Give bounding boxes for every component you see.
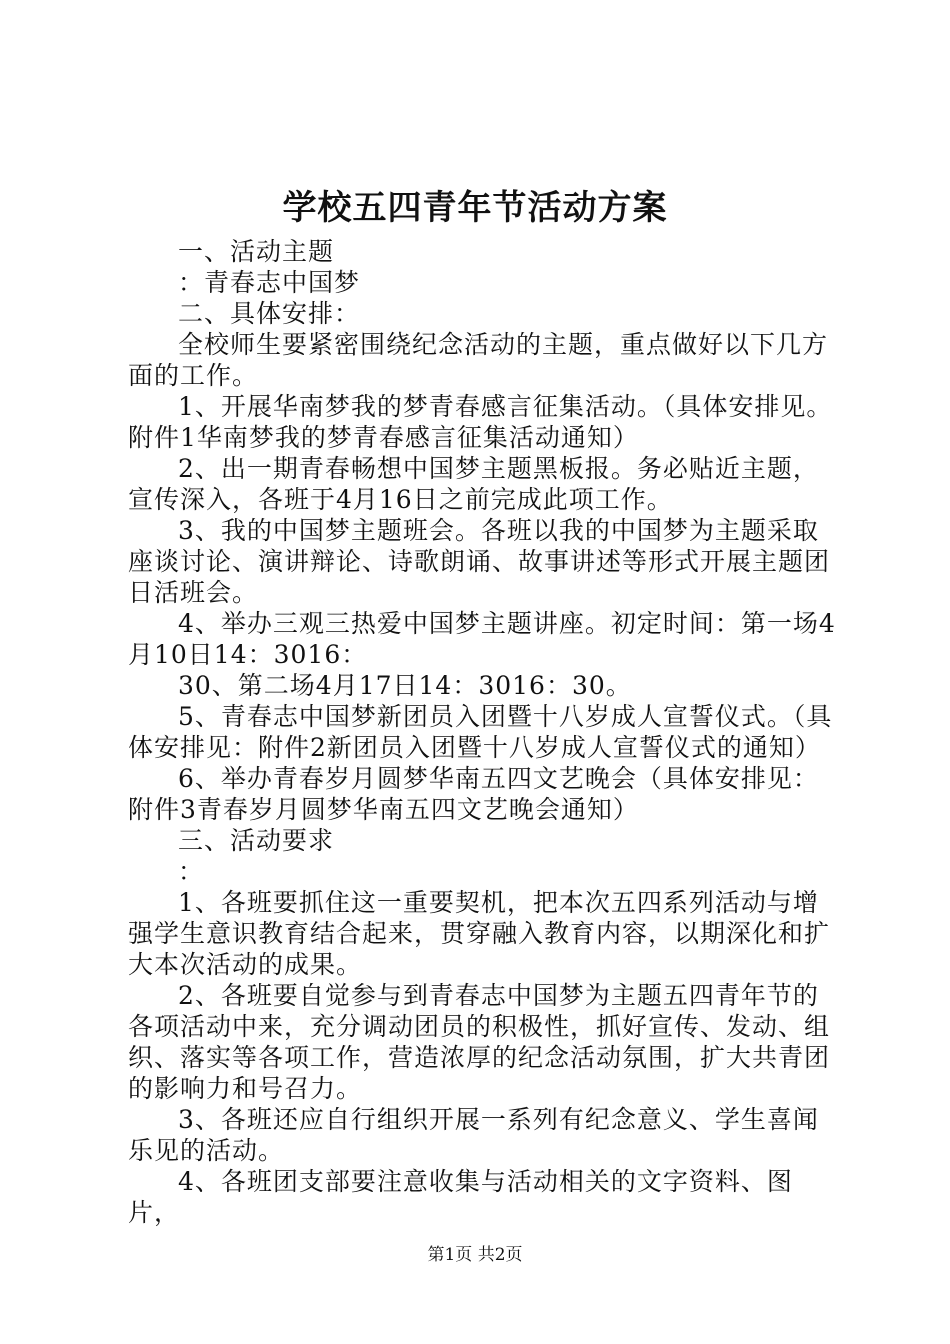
arrangement-item-3: 3、我的中国梦主题班会。各班以我的中国梦为主题采取座谈讨论、演讲辩论、诗歌朗诵、故事讲述等形式开展主题团日活班会。	[128, 516, 831, 607]
arrangement-item-5: 5、青春志中国梦新团员入团暨十八岁成人宣誓仪式。（具体安排见：附件2新团员入团暨十八岁成人宣誓仪式的通知）	[128, 702, 833, 762]
section-heading-requirements: 三、活动要求	[178, 826, 335, 855]
section-heading-arrangement: 二、具体安排：	[178, 299, 361, 328]
requirement-item-4: 4、各班团支部要注意收集与活动相关的文字资料、图片，	[128, 1167, 793, 1227]
theme-text: ：青春志中国梦	[178, 268, 361, 297]
requirement-item-2: 2、各班要自觉参与到青春志中国梦为主题五四青年节的各项活动中来，充分调动团员的积极性，抓好宣传、发动、组织、落实等各项工作，营造浓厚的纪念活动氛围，扩大共青团的影响力和号召力。	[128, 981, 831, 1103]
document-title: 学校五四青年节活动方案	[282, 188, 668, 228]
requirements-colon: ：	[178, 857, 205, 886]
arrangement-item-6: 6、举办青春岁月圆梦华南五四文艺晚会（具体安排见：附件3青春岁月圆梦华南五四文艺晚会通知）	[128, 764, 819, 824]
requirement-item-1: 1、各班要抓住这一重要契机，把本次五四系列活动与增强学生意识教育结合起来，贯穿融入教育内容，以期深化和扩大本次活动的成果。	[128, 888, 831, 979]
arrangement-item-2: 2、出一期青春畅想中国梦主题黑板报。务必贴近主题，宣传深入，各班于4月16日之前完成此项工作。	[128, 454, 819, 514]
arrangement-item-4-continued: 30、第二场4月17日14：3016：30。	[178, 671, 632, 700]
document-body	[128, 236, 838, 1228]
requirement-item-3: 3、各班还应自行组织开展一系列有纪念意义、学生喜闻乐见的活动。	[128, 1105, 819, 1165]
arrangement-item-1: 1、开展华南梦我的梦青春感言征集活动。（具体安排见。附件1华南梦我的梦青春感言征集活动通知）	[128, 392, 833, 452]
page-footer: 第1页 共2页	[427, 1245, 523, 1265]
arrangement-item-4: 4、举办三观三热爱中国梦主题讲座。初定时间：第一场4月10日14：3016：	[128, 609, 836, 669]
section-heading-theme: 一、活动主题	[178, 237, 335, 266]
arrangement-intro: 全校师生要紧密围绕纪念活动的主题，重点做好以下几方面的工作。	[128, 330, 829, 390]
